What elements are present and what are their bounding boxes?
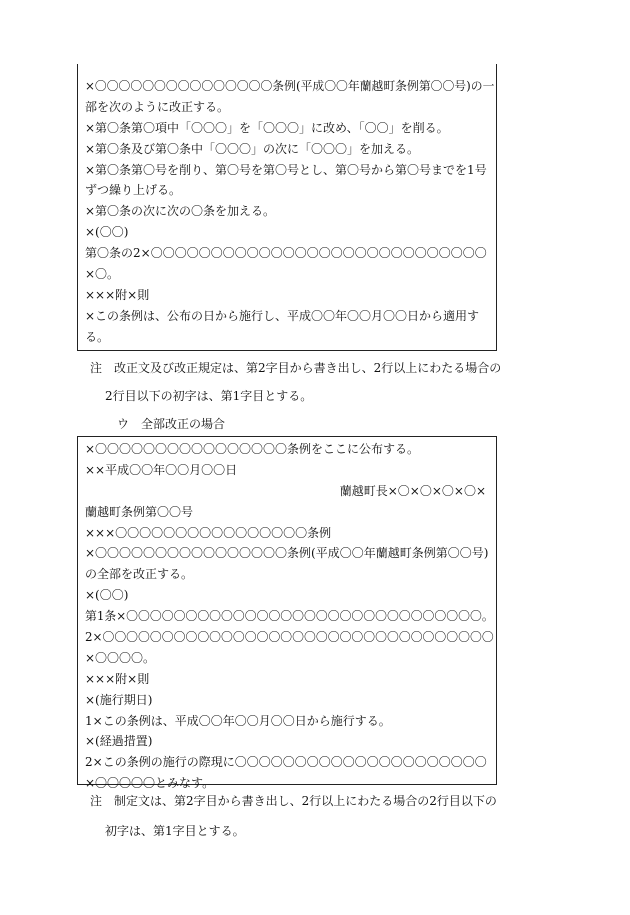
note-enactment-line2: 初字は、第1字目とする。	[105, 824, 245, 838]
amendment-example-text	[85, 76, 494, 348]
note-amendment-line1: 注 改正文及び改正規定は、第2字目から書き出し、2行以上にわたる場合の	[90, 361, 502, 375]
mayor-signature-line: 蘭越町長×〇×〇×〇×〇×	[339, 483, 486, 498]
box-line: ×この条例は、公布の日から施行し、平成〇〇年〇〇月〇〇日から適用す	[85, 308, 480, 323]
amendment-example-box	[77, 64, 497, 351]
box-line: ×〇。	[85, 267, 120, 282]
box-line: の全部を改正する。	[85, 567, 194, 582]
box-line: 第1条×〇〇〇〇〇〇〇〇〇〇〇〇〇〇〇〇〇〇〇〇〇〇〇〇〇〇〇〇〇〇。	[85, 609, 494, 624]
box-line: 1×この条例は、平成〇〇年〇〇月〇〇日から施行する。	[85, 713, 391, 728]
box-line: ×××〇〇〇〇〇〇〇〇〇〇〇〇〇〇〇〇条例	[85, 525, 332, 540]
box-line: ×〇〇〇〇〇〇〇〇〇〇〇〇〇〇〇〇条例をここに公布する。	[85, 442, 420, 456]
box-line: ×(〇〇)	[85, 588, 129, 603]
full-revision-example-box	[77, 436, 497, 791]
box-line: ××平成〇〇年〇〇月〇〇日	[85, 462, 238, 477]
box-line: ×(施行期日)	[85, 692, 153, 707]
box-line: 2×この条例の施行の際現に〇〇〇〇〇〇〇〇〇〇〇〇〇〇〇〇〇〇〇〇〇	[85, 755, 487, 770]
box-line: 部を次のように改正する。	[85, 99, 230, 114]
box-line: ×〇〇〇〇〇〇〇〇〇〇〇〇〇〇〇条例(平成〇〇年蘭越町条例第〇〇号)の一	[85, 79, 495, 93]
note-enactment-line1: 注 制定文は、第2字目から書き出し、2行以上にわたる場合の2行目以下の	[90, 794, 497, 808]
box-line: ×〇〇〇〇〇〇〇〇〇〇〇〇〇〇〇〇条例(平成〇〇年蘭越町条例第〇〇号)	[85, 546, 489, 561]
full-revision-example-text	[85, 439, 494, 794]
box-line: ×〇〇〇〇〇とみなす。	[85, 776, 215, 791]
box-line: ×(経過措置)	[85, 734, 153, 749]
box-line: る。	[85, 329, 110, 344]
box-line: ×〇〇〇〇。	[85, 650, 156, 665]
box-line: 2×〇〇〇〇〇〇〇〇〇〇〇〇〇〇〇〇〇〇〇〇〇〇〇〇〇〇〇〇〇〇〇〇〇	[85, 630, 494, 645]
box-line: ずつ繰り上げる。	[85, 183, 182, 198]
box-line: ×(〇〇)	[85, 225, 129, 240]
box-line: ×××附×則	[85, 287, 150, 302]
box-line: ×××附×則	[85, 671, 150, 686]
section-heading-full-revision: ウ 全部改正の場合	[117, 417, 226, 431]
box-line: ×第〇条及び第〇条中「〇〇〇」の次に「〇〇〇」を加える。	[85, 141, 420, 156]
box-line: 第〇条の2×〇〇〇〇〇〇〇〇〇〇〇〇〇〇〇〇〇〇〇〇〇〇〇〇〇〇〇〇	[85, 246, 487, 261]
box-line: 蘭越町条例第〇〇号	[85, 504, 194, 519]
box-line: ×第〇条第〇項中「〇〇〇」を「〇〇〇」に改め、「〇〇」を削る。	[85, 120, 449, 135]
note-amendment-line2: 2行目以下の初字は、第1字目とする。	[105, 389, 313, 403]
box-line: ×第〇条第〇号を削り、第〇号を第〇号とし、第〇号から第〇号までを1号	[85, 162, 487, 177]
box-line: ×第〇条の次に次の〇条を加える。	[85, 204, 276, 219]
